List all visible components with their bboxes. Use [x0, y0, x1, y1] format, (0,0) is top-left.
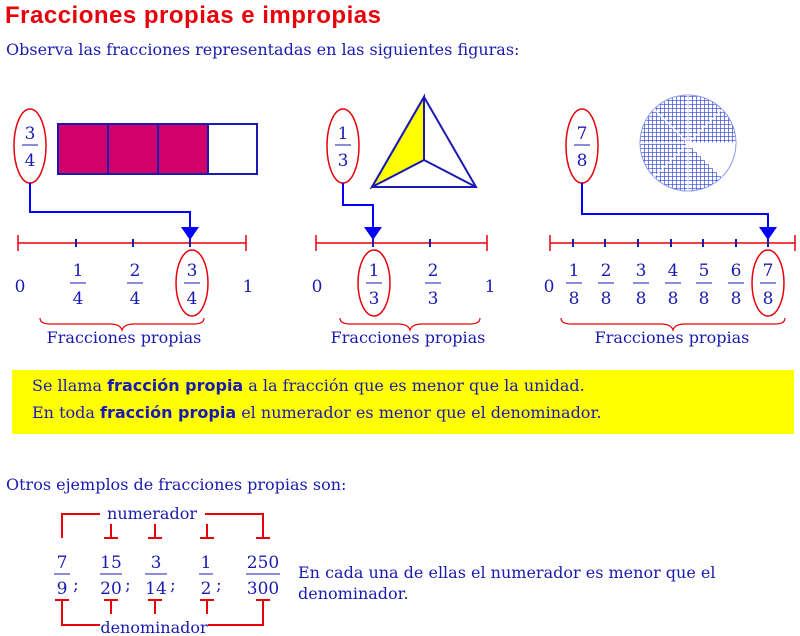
- svg-text:4: 4: [186, 289, 198, 309]
- svg-text:3: 3: [635, 261, 647, 281]
- svg-text:8: 8: [698, 289, 710, 309]
- tick-label: [633, 261, 649, 309]
- fraction-numerator: 3: [24, 124, 36, 144]
- svg-text:3: 3: [368, 289, 380, 309]
- svg-text:2: 2: [129, 261, 141, 281]
- definition-line-1: Se llama fracción propia a la fracción que es menor que la unidad.: [32, 376, 585, 395]
- pointer-arrow: [343, 183, 373, 228]
- figure-1: [14, 109, 257, 347]
- tick-label: [70, 261, 86, 309]
- fraction-numerator: 1: [337, 124, 349, 144]
- svg-text:5: 5: [698, 261, 710, 281]
- svg-text:14: 14: [145, 579, 167, 599]
- svg-text:;: ;: [125, 575, 131, 595]
- tick-label: 0: [14, 277, 26, 297]
- fraction-denominator: 4: [24, 151, 36, 171]
- examples-intro: Otros ejemplos de fracciones propias son:: [6, 475, 347, 494]
- tick-label: 1: [242, 277, 254, 297]
- svg-text:8: 8: [762, 289, 774, 309]
- svg-text:2: 2: [600, 261, 612, 281]
- svg-text:;: ;: [216, 575, 222, 595]
- tick-label: [176, 250, 208, 316]
- tick-label: 1: [484, 277, 496, 297]
- pointer-arrow: [30, 183, 190, 228]
- svg-text:;: ;: [73, 575, 79, 595]
- example-fraction: [145, 553, 176, 599]
- svg-text:1: 1: [568, 261, 580, 281]
- svg-text:250: 250: [246, 553, 280, 573]
- svg-text:8: 8: [667, 289, 679, 309]
- tick-label: 0: [311, 277, 323, 297]
- intro-text: Observa las fracciones representadas en las siguientes figuras:: [6, 40, 520, 59]
- svg-text:8: 8: [568, 289, 580, 309]
- figure-3: [544, 95, 795, 347]
- svg-text:7: 7: [762, 261, 774, 281]
- svg-text:4: 4: [72, 289, 84, 309]
- svg-text:9: 9: [56, 579, 68, 599]
- tick-label: [696, 261, 712, 309]
- pointer-arrow: [582, 183, 768, 228]
- circle-shape: [640, 95, 736, 191]
- svg-text:8: 8: [730, 289, 742, 309]
- arrow-head: [181, 227, 199, 240]
- triangle-shape: [372, 97, 476, 187]
- fraction-numerator: 7: [576, 124, 588, 144]
- svg-text:1: 1: [368, 261, 380, 281]
- tick-label: [425, 261, 441, 309]
- svg-text:15: 15: [100, 553, 122, 573]
- example-fraction: [54, 553, 79, 599]
- brace-label: Fracciones propias: [330, 328, 486, 347]
- tick-label: [728, 261, 744, 309]
- svg-text:1: 1: [200, 553, 212, 573]
- arrow-head: [759, 227, 777, 240]
- fraction-oval: [566, 109, 598, 183]
- numerator-label: numerador: [107, 504, 197, 523]
- page-title: Fracciones propias e impropias: [5, 2, 382, 29]
- definition-box: [12, 370, 794, 434]
- fraction-denominator: 3: [337, 151, 349, 171]
- tick-label: [566, 261, 582, 309]
- tick-label: [665, 261, 681, 309]
- svg-text:3: 3: [427, 289, 439, 309]
- svg-text:7: 7: [56, 553, 68, 573]
- fraction-oval: [327, 109, 359, 183]
- tick-label: [752, 250, 784, 316]
- tick-label: [127, 261, 143, 309]
- tick-label: [358, 250, 390, 316]
- svg-text:3: 3: [186, 261, 198, 281]
- tick-label: 0: [543, 277, 555, 297]
- example-fraction: [100, 553, 131, 599]
- denominator-label: denominador: [100, 618, 208, 636]
- svg-text:1: 1: [72, 261, 84, 281]
- svg-text:300: 300: [246, 579, 280, 599]
- svg-text:8: 8: [635, 289, 647, 309]
- brace-label: Fracciones propias: [46, 328, 202, 347]
- brace-label: Fracciones propias: [594, 328, 750, 347]
- svg-text:8: 8: [600, 289, 612, 309]
- svg-text:;: ;: [170, 575, 176, 595]
- example-fraction: [199, 553, 222, 599]
- fraction-denominator: 8: [576, 151, 588, 171]
- svg-text:2: 2: [200, 579, 212, 599]
- examples-note: En cada una de ellas el numerador es menor que el denominador.: [298, 563, 716, 603]
- svg-text:2: 2: [427, 261, 439, 281]
- svg-text:4: 4: [667, 261, 679, 281]
- svg-text:20: 20: [100, 579, 122, 599]
- figure-2: [312, 97, 496, 347]
- bar-shape: [58, 124, 257, 174]
- arrow-head: [364, 227, 382, 240]
- svg-text:4: 4: [129, 289, 141, 309]
- svg-text:3: 3: [150, 553, 162, 573]
- example-fraction: [246, 553, 280, 599]
- tick-label: [598, 261, 614, 309]
- definition-line-2: En toda fracción propia el numerador es menor que el denominador.: [32, 403, 602, 422]
- examples-diagram: [54, 504, 280, 636]
- fraction-oval: [14, 109, 46, 183]
- svg-text:6: 6: [730, 261, 742, 281]
